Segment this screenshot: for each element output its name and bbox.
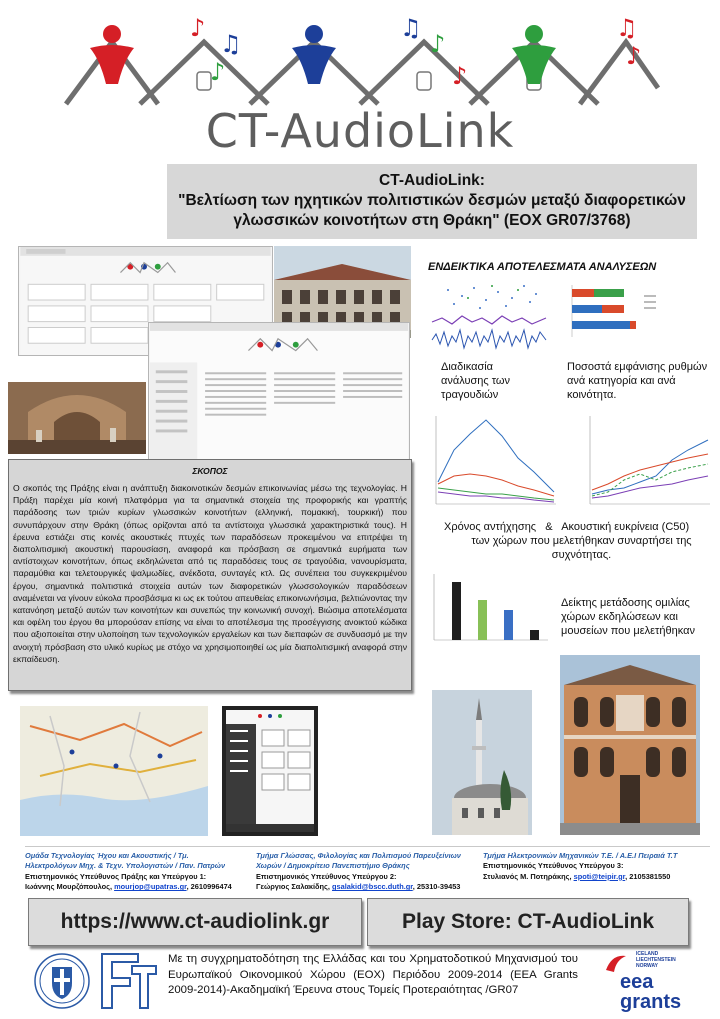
caption-reverberation-line-2: των χώρων που μελετήθηκαν συναρτήσει της συχνότητας. [471, 535, 692, 561]
website-link[interactable]: https://www.ct-audiolink.gr [28, 898, 362, 946]
aim-section [8, 459, 412, 691]
partner-1-org-line-1: Ομάδα Τεχνολογίας Ήχου και Ακουστικής / Τμ. [25, 851, 189, 860]
partner-1-org-line-2: Ηλεκτρολόγων Μηχ. & Τεχν. Υπολογιστών / Παν. Πατρών [25, 861, 226, 871]
partner-2-org-line-1: Τμήμα Γλώσσας, Φιλολογίας και Πολιτισμού Παρευξείνιων [256, 851, 461, 860]
reverberation-time-chart [424, 410, 560, 518]
mobile-app-screenshot [222, 706, 318, 836]
partner-2-org-line-2: Χωρών / Δημοκρίτειο Πανεπιστήμιο Θράκης [256, 861, 410, 871]
caption-reverberation-part-b: Ακουστική ευκρίνεια (C50) [561, 521, 690, 533]
caption-reverberation [444, 520, 719, 534]
speech-transmission-chart [424, 570, 552, 650]
c50-clarity-chart [578, 410, 714, 518]
logo-text: CT-AudioLink [205, 104, 515, 158]
music-note-icon: ♫ [400, 14, 422, 42]
project-title [167, 164, 697, 239]
greek-emblem-icon [34, 953, 90, 1009]
partner-1-name: Ιωάννης Μουρζόπουλος, [25, 882, 113, 892]
song-analysis-chart [428, 278, 550, 356]
results-heading: ΕΝΔΕΙΚΤΙΚΑ ΑΠΟΤΕΛΕΣΜΑΤΑ ΑΝΑΛΥΣΕΩΝ [428, 261, 657, 273]
caption-speech-transmission: Δείκτης μετάδοσης ομιλίας χώρων εκδηλώσεων και μουσείων που μελετήθηκαν [561, 597, 695, 637]
partner-1-contact [25, 882, 255, 892]
espa-logo-icon [98, 950, 158, 1012]
music-note-icon: ♪ [626, 42, 642, 70]
red-figure-icon [90, 25, 134, 84]
caption-reverberation-amp: & [545, 521, 553, 533]
partners-section [25, 846, 710, 896]
music-note-icon: ♪ [430, 30, 446, 58]
funding-statement: Με τη συγχρηματοδότηση της Ελλάδας και του Χρηματοδοτικού Μηχανισμού του Ευρωπαϊκού Οικονομικού Χώρου (ΕΟΧ) Περιόδου 2009-2014 (EEA Grants 2009-2014)-Ακαδημαϊκή Έρευνα στους Τομείς Προτεραιότητας /GR07 [168, 953, 578, 997]
partner-2 [256, 851, 481, 893]
caption-reverberation-part-a: Χρόνος αντήχησης [444, 521, 537, 533]
partner-1-role: Επιστημονικός Υπεύθυνος Πράξης και Υπεύργου 1: [25, 871, 207, 881]
eea-word-1: eea [620, 971, 654, 993]
eea-top-line-3: NORWAY [636, 963, 658, 969]
play-store-link[interactable]: Play Store: CT-AudioLink [367, 898, 689, 946]
title-line-3: γλωσσικών κοινοτήτων στη Θράκη" (ΕΟΧ GR07/3768) [233, 212, 631, 229]
partner-2-name: Γεώργιος Σαλακίδης, [256, 882, 330, 892]
eea-grants-swoosh-icon [606, 956, 626, 972]
partner-3-contact [483, 872, 710, 882]
music-note-icon: ♪ [190, 14, 206, 42]
caption-rhythms: Ποσοστά εμφάνισης ρυθμών ανά κατηγορία και ανά κοινότητα. [567, 361, 708, 401]
eea-word-2: grants [620, 991, 682, 1012]
eea-top-line-1: ICELAND [636, 951, 659, 957]
partner-2-phone: , 25310-39453 [412, 882, 461, 892]
music-note-icon: ♫ [616, 14, 638, 42]
rhythm-percentage-chart [564, 281, 659, 343]
music-note-icon: ♫ [220, 30, 242, 58]
aim-title: ΣΚΟΠΟΣ [192, 466, 228, 476]
eea-grants-logo [598, 948, 702, 1012]
aim-text: Ο σκοπός της Πράξης είναι η ανάπτυξη διακοινοτικών δεσμών επικοινωνίας μέσω της τεχνολογίας. Η Πράξη παρέχει μία κοινή πλατφόρμα για τα σημαντικά στοιχεία της προφορικής και γραπτής παράδοσης των τριών κυρίων γλωσσικών κοινοτήτων (ελληνική, πομακική, τουρκική) που συνυπάρχουν στην Θράκη (όπως ορίζονται από τα αντίστοιχα γλωσσικά χαρακτηριστικά τους). Η έρευνα εστιάζει στις κοινές ακουστικές πτυχές των παραδόσεων προκειμένου να επιτρέψει τη διαπολιτισμική ακουστική παρουσίαση, αναφορά και πρόσβαση σε σημαντικά ευρήματα των αντίστοιχων κοινοτήτων, όπως εκδηλώνεται από τις παραδόσεις τους σε τραγούδια, νανουρίσματα, παραμύθια και τελετουργικές ψαλμωδίες, ανέκδοτα, συνταγές κτλ. Ως συνέπεια του συγκεκριμένου έργου, σημαντικά πολιτιστικά στοιχεία αυτών των διαφορετικών γλωσσολογικών παραδόσεων αναμένεται να γίνουν εύκολα προσβάσιμα κι ως εκ τούτου απευθείας επικοινωνήσιμα, βελτιώνοντας την κατανόηση μεταξύ αυτών των κοινοτήτων και συνεπώς την κοινωνική συνοχή. Βιώσιμα αποτελέσματα και οφέλη του έργου θα μπορούσαν επίσης να είναι το αποτέλεσμα της προσέγγισης ανοικτού κώδικα που αξιοποιείται στην υλοποίηση των τεχνολογικών εργαλείων και των διεπαφών σε συνδυασμό με την ανοιχτή πρόσβαση στο υλικό κυρίως με στόχο να χρησιμοποιηθεί ως μία διαπολιτισμική αναφορά στην εκπαίδευση. [13, 483, 407, 664]
partner-2-email-link[interactable]: gsalakid@bscc.duth.gr [332, 882, 413, 892]
partner-3-email-link[interactable]: spoti@teipir.gr [573, 871, 626, 881]
title-line-1: CT-AudioLink: [379, 172, 485, 189]
partner-3-role: Επιστημονικός Υπεύθυνος Υπεύργου 3: [483, 861, 624, 871]
mosque-photo [432, 690, 532, 835]
partner-1-email-link[interactable]: mourjop@upatras.gr [114, 882, 187, 892]
partner-2-role: Επιστημονικός Υπεύθυνος Υπεύργου 2: [256, 871, 397, 881]
title-line-2: "Βελτίωση των ηχητικών πολιτιστικών δεσμών μεταξύ διαφορετικών [178, 192, 686, 209]
mansion-photo [560, 655, 700, 835]
partner-3-name: Στυλιανός Μ. Ποτηράκης, [483, 871, 572, 881]
caption-songs: Διαδικασία ανάλυσης των τραγουδιών [441, 361, 511, 401]
partner-3-org-line-1: Τμήμα Ηλεκτρονικών Μηχανικών Τ.Ε. / Α.Ε.Ι Πειραιά Τ.Τ [483, 851, 678, 860]
interior-photo [8, 382, 146, 454]
partner-1-phone: , 2610996474 [186, 882, 232, 892]
music-note-icon: ♪ [210, 58, 226, 86]
web-screenshot-2 [148, 322, 410, 462]
eea-top-line-2: LIECHTENSTEIN [636, 957, 676, 963]
partner-3 [483, 851, 710, 882]
green-figure-icon [512, 25, 556, 84]
partner-3-phone: , 2105381550 [625, 871, 671, 881]
partner-2-contact [256, 882, 481, 892]
blue-figure-icon [292, 25, 336, 84]
map-image [20, 706, 208, 836]
partner-1 [25, 851, 255, 893]
music-note-icon: ♪ [452, 62, 468, 90]
